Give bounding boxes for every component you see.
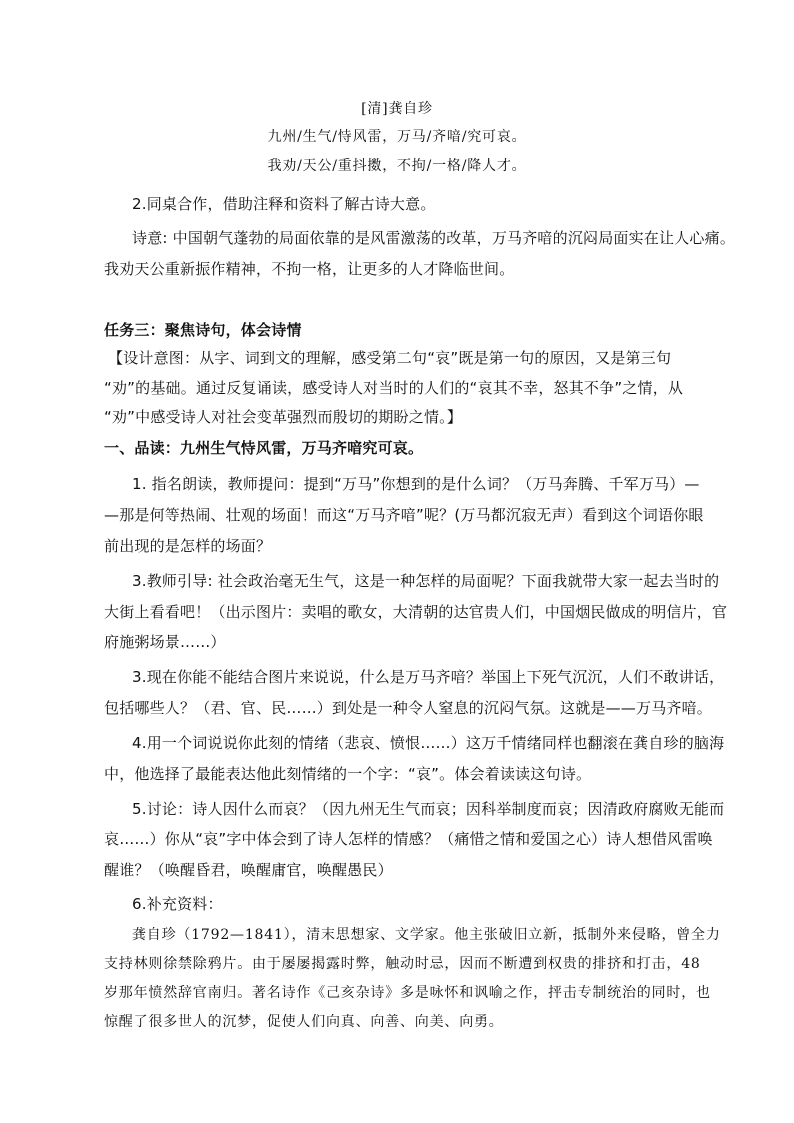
- step-2: 2.同桌合作，借助注释和资料了解古诗大意。: [132, 195, 436, 213]
- task-3-heading: 任务三：聚焦诗句，体会诗情: [104, 321, 302, 339]
- para-1-line-2: —那是何等热闹、壮观的场面！而这“万马齐喑”呢？(万马都沉寂无声）看到这个词语你眼: [104, 506, 704, 524]
- para-1-line-1: 1. 指名朗读，教师提问：提到“万马”你想到的是什么词？（万马奔腾、千军万马）—: [132, 475, 700, 493]
- para-3-line-2: 大街上看看吧！（出示图片：卖唱的歌女，大清朝的达官贵人们，中国烟民做成的明信片，官: [104, 603, 728, 621]
- para-3b-line-1: 3.现在你能不能结合图片来说说，什么是万马齐喑？举国上下死气沉沉，人们不敢讲话，: [132, 668, 725, 686]
- poem-author: [清]龚自珍: [361, 101, 433, 117]
- para-5-line-1: 5.讨论：诗人因什么而哀？（因九州无生气而哀；因科举制度而哀；因清政府腐败无能而: [132, 800, 725, 818]
- para-5-line-3: 醒谁？（唤醒昏君，唤醒庸官，唤醒愚民）: [104, 861, 393, 879]
- section-1-heading: 一、品读：九州生气恃风雷，万马齐喑究可哀。: [104, 439, 424, 457]
- bio-line-4: 惊醒了很多世人的沉梦，促使人们向真、向善、向美、向勇。: [104, 1014, 504, 1030]
- para-3-line-1: 3.教师引导: 社会政治毫无生气，这是一种怎样的局面呢？下面我就带大家一起去当时的: [132, 572, 720, 590]
- para-1-line-3: 前出现的是怎样的场面？: [104, 537, 272, 555]
- para-3b-line-2: 包括哪些人？（君、官、民……）到处是一种令人窒息的沉闷气氛。这就是——万马齐喑。: [104, 699, 713, 717]
- para-5-line-2: 哀……）你从“哀”字中体会到了诗人怎样的情感？（痛惜之情和爱国之心）诗人想借风雷唤: [104, 830, 713, 848]
- bio-line-3: 岁那年愤然辞官南归。著名诗作《己亥杂诗》多是咏怀和讽喻之作，抨击专制统治的同时，也: [104, 985, 711, 1001]
- design-intent-line-1: 【设计意图：从字、词到文的理解，感受第二句“哀”既是第一句的原因，又是第三句: [108, 349, 672, 367]
- poem-meaning-line-2: 我劝天公重新振作精神，不拘一格，让更多的人才降临世间。: [104, 260, 515, 278]
- design-intent-line-3: “劝”中感受诗人对社会变革强烈而殷切的期盼之情。】: [104, 408, 463, 426]
- poem-line-2: 我劝/天公/重抖擞，不拘/一格/降人才。: [267, 158, 527, 174]
- bio-line-2: 支持林则徐禁除鸦片。由于屡屡揭露时弊，触动时忌，因而不断遭到权贵的排挤和打击，48: [104, 956, 701, 972]
- para-4-line-2: 中，他选择了最能表达他此刻情绪的一个字：“哀”。体会着读读这句诗。: [104, 765, 592, 783]
- bio-line-1: 龚自珍（1792—1841），清末思想家、文学家。他主张破旧立新，抵制外来侵略，曾全力: [132, 927, 721, 943]
- poem-line-1: 九州/生气/恃风雷，万马/齐喑/究可哀。: [267, 129, 527, 145]
- para-4-line-1: 4.用一个词说说你此刻的情绪（悲哀、愤恨……）这万千情绪同样也翻滚在龚自珍的脑海: [132, 734, 725, 752]
- para-6: 6.补充资料：: [132, 895, 223, 913]
- poem-meaning-line-1: 诗意: 中国朝气蓬勃的局面依靠的是风雷激荡的改革，万马齐喑的沉闷局面实在让人心痛。: [132, 229, 736, 247]
- design-intent-line-2: “劝”的基础。通过反复诵读，感受诗人对当时的人们的“哀其不幸，怒其不争”之情，从: [104, 379, 684, 397]
- para-3-line-3: 府施粥场景……）: [104, 633, 226, 651]
